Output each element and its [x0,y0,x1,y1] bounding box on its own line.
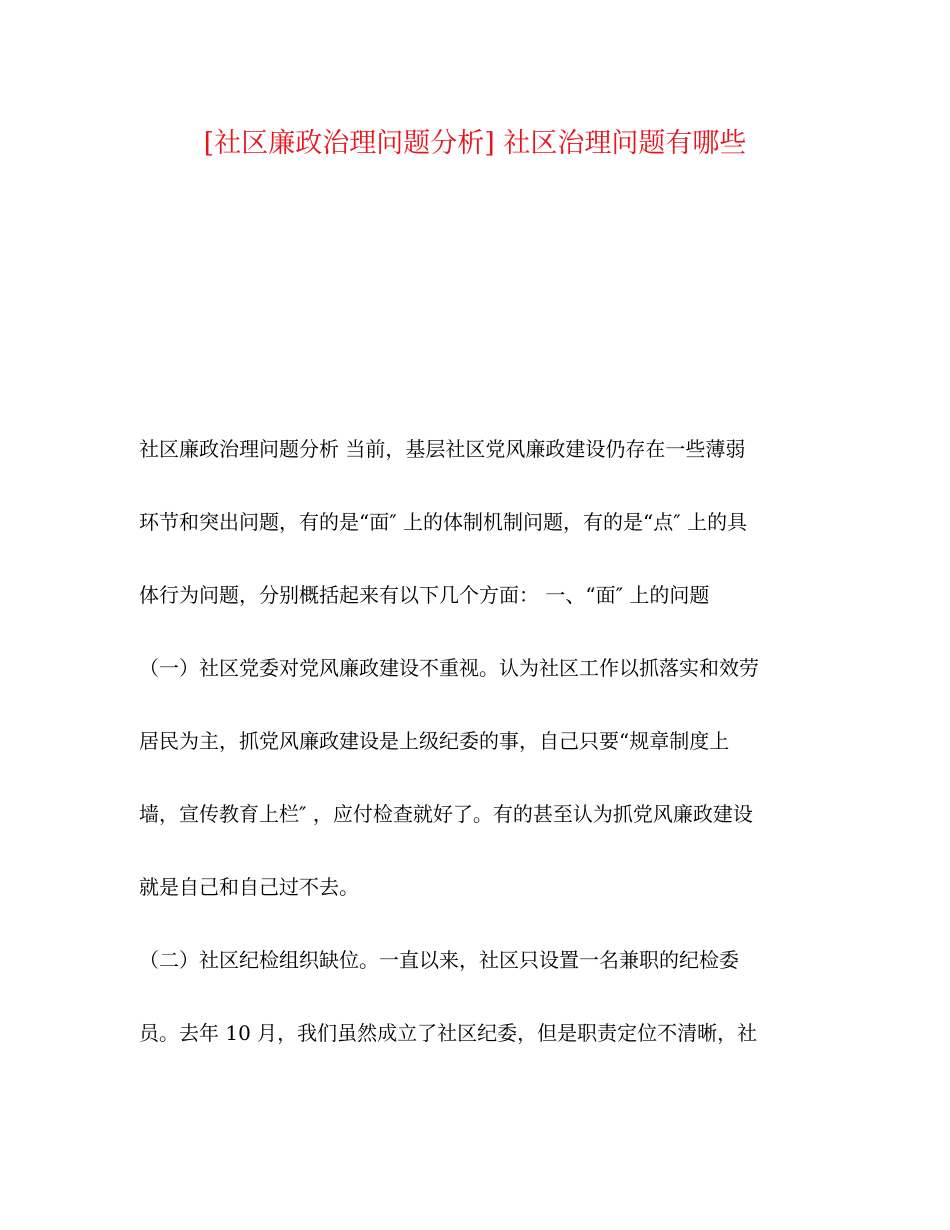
body-line: 环节和突出问题，有的是“面″ 上的体制机制问题，有的是“点″ 上的具 [139,510,748,534]
body-line: 社区廉政治理问题分析 当前，基层社区党风廉政建设仍存在一些薄弱 [139,437,746,461]
document-title: [社区廉政治理问题分析] 社区治理问题有哪些 [203,128,747,159]
body-line: 居民为主，抓党风廉政建设是上级纪委的事，自己只要“规章制度上 [139,729,730,753]
body-line: 体行为问题，分别概括起来有以下几个方面： 一、“面″ 上的问题 [139,583,710,607]
body-line: 员。去年 10 月，我们虽然成立了社区纪委，但是职责定位不清晰，社 [139,1021,758,1045]
body-line: （二）社区纪检组织缺位。一直以来，社区只设置一名兼职的纪检委 [139,948,739,972]
body-line: 就是自己和自己过不去。 [139,875,359,899]
document-body [139,432,819,1089]
body-line: （一）社区党委对党风廉政建设不重视。认为社区工作以抓落实和效劳 [139,656,759,680]
body-line: 墙，宣传教育上栏″ ，应付检查就好了。有的甚至认为抓党风廉政建设 [139,802,753,826]
